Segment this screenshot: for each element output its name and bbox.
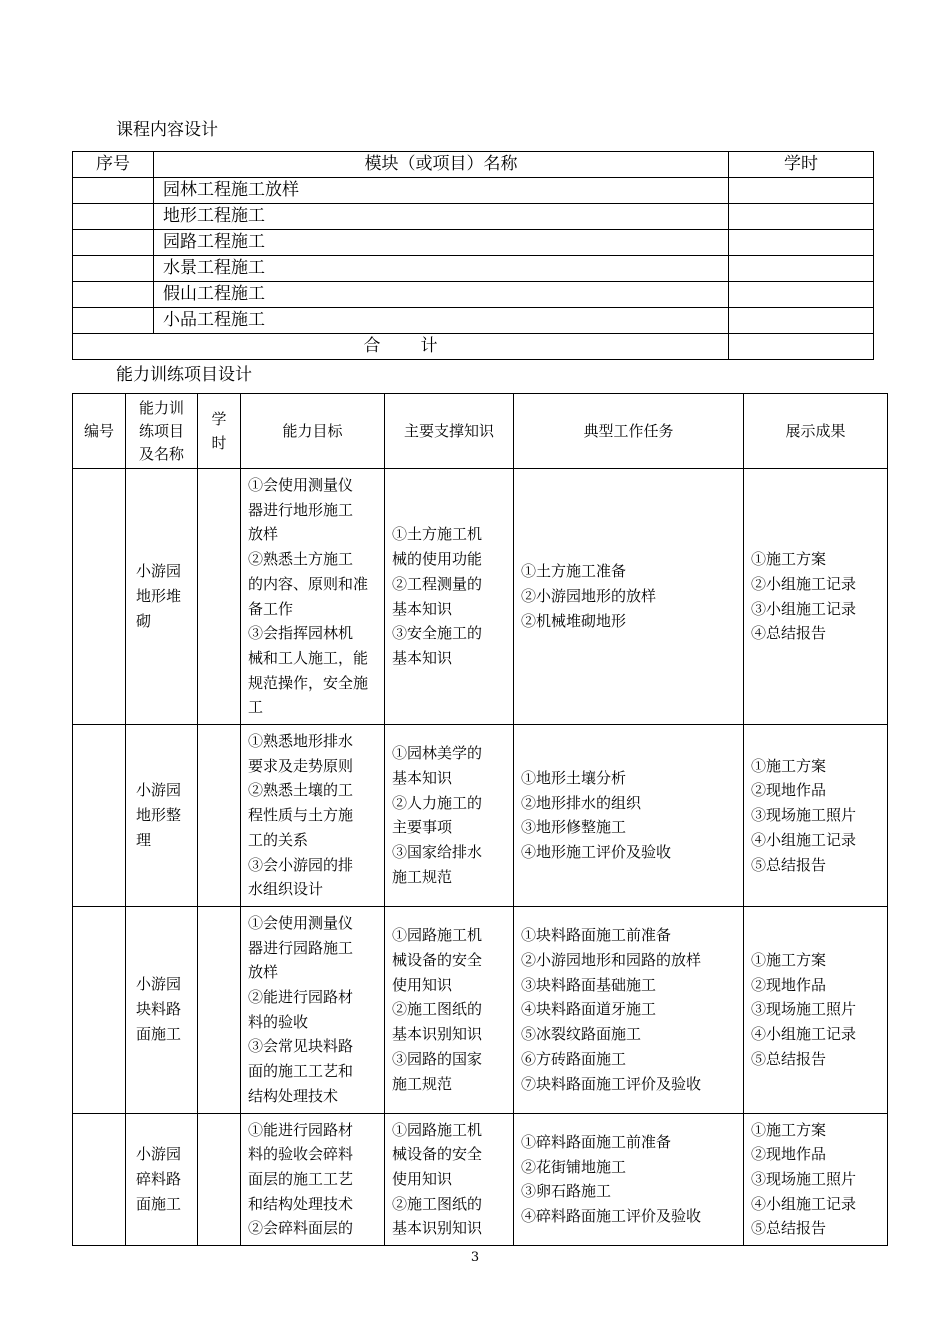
result-item: ①施工方案	[751, 550, 827, 569]
total-label	[73, 334, 729, 360]
row-knowledge	[385, 469, 514, 725]
row-tasks	[514, 906, 744, 1113]
goal-line: 要求及走势原则	[248, 756, 354, 775]
name-line: 小游园	[136, 562, 182, 581]
knowledge-line: 械设备的安全	[392, 951, 483, 969]
row-hours	[729, 204, 874, 230]
row-hours	[198, 1113, 241, 1246]
table-row	[73, 282, 874, 308]
knowledge-line: ③国家给排水	[392, 843, 483, 862]
name-line: 小游园	[136, 780, 182, 799]
name-line: 地形整	[136, 805, 182, 824]
goal-line: ③会小游园的排	[248, 855, 354, 874]
result-item: ②现地作品	[751, 1145, 827, 1164]
training-project-table	[72, 393, 888, 1246]
header-num: 序号	[73, 152, 154, 178]
knowledge-line: ①园林美学的	[392, 744, 483, 763]
header-name-line: 及名称	[138, 444, 184, 463]
result-item: ④小组施工记录	[751, 1025, 857, 1044]
row-hours	[729, 256, 874, 282]
row-hours	[198, 469, 241, 725]
result-item: ④小组施工记录	[751, 830, 857, 849]
knowledge-line: 主要事项	[392, 818, 453, 837]
row-project-name	[126, 1113, 198, 1246]
knowledge-line: 基本知识	[392, 599, 453, 618]
task-item: ⑦块料路面施工评价及验收	[521, 1074, 702, 1093]
task-item: ①土方施工准备	[521, 562, 627, 581]
knowledge-line: ③园路的国家	[392, 1049, 483, 1068]
header-goal: 能力目标	[241, 394, 385, 469]
row-knowledge	[385, 1113, 514, 1246]
name-line: 地形堆	[136, 587, 182, 606]
section1-title: 课程内容设计	[116, 120, 218, 140]
header-num: 编号	[73, 394, 126, 469]
row-tasks	[514, 725, 744, 907]
goal-line: 器进行地形施工	[248, 500, 354, 519]
goal-line: ①能进行园路材	[248, 1120, 354, 1139]
row-hours	[198, 725, 241, 907]
result-item: ③现场施工照片	[751, 806, 857, 825]
row-project-name	[126, 906, 198, 1113]
goal-line: 备工作	[248, 599, 294, 618]
row-name: 小品工程施工	[154, 308, 729, 334]
table-row	[73, 1113, 888, 1246]
result-item: ①施工方案	[751, 951, 827, 969]
header-knowledge: 主要支撑知识	[385, 394, 514, 469]
result-item: ④总结报告	[751, 624, 827, 643]
row-project-name	[126, 725, 198, 907]
row-name: 水景工程施工	[154, 256, 729, 282]
row-tasks	[514, 469, 744, 725]
total-label-b: 计	[420, 336, 438, 356]
total-label-a: 合	[363, 336, 381, 356]
knowledge-line: 基本知识	[392, 769, 453, 788]
row-name: 地形工程施工	[154, 204, 729, 230]
row-knowledge	[385, 725, 514, 907]
header-name-line: 练项目	[138, 421, 184, 440]
result-item: ⑤总结报告	[751, 855, 827, 874]
row-hours	[729, 178, 874, 204]
task-item: ⑤冰裂纹路面施工	[521, 1025, 642, 1044]
table-row	[73, 256, 874, 282]
result-item: ①施工方案	[751, 1120, 827, 1139]
task-item: ②地形排水的组织	[521, 793, 642, 812]
goal-line: 工的关系	[248, 830, 309, 849]
row-tasks	[514, 1113, 744, 1246]
goal-line: ①会使用测量仪	[248, 913, 354, 932]
goal-line: ①熟悉地形排水	[248, 732, 354, 751]
name-line: 面施工	[136, 1025, 182, 1044]
header-hours: 学时	[729, 152, 874, 178]
result-item: ⑤总结报告	[751, 1049, 827, 1068]
row-hours	[729, 282, 874, 308]
result-item: ③现场施工照片	[751, 1169, 857, 1188]
goal-line: ②熟悉土方施工	[248, 550, 354, 569]
row-results	[744, 1113, 888, 1246]
header-name-line: 能力训	[138, 398, 184, 417]
header-tasks: 典型工作任务	[514, 394, 744, 469]
task-item: ④块料路面道牙施工	[521, 1000, 657, 1019]
row-results	[744, 906, 888, 1113]
header-project-name	[126, 394, 198, 469]
goal-line: 料的验收	[248, 1012, 309, 1031]
result-item: ①施工方案	[751, 756, 827, 775]
goal-line: ③会常见块料路	[248, 1037, 354, 1056]
row-name: 假山工程施工	[154, 282, 729, 308]
task-item: ②小游园地形和园路的放样	[521, 951, 702, 969]
task-item: ④碎料路面施工评价及验收	[521, 1207, 702, 1226]
row-results	[744, 469, 888, 725]
table-row	[73, 308, 874, 334]
row-num	[73, 725, 126, 907]
header-results: 展示成果	[744, 394, 888, 469]
knowledge-line: 使用知识	[392, 1169, 453, 1188]
page-number: 3	[470, 1250, 480, 1265]
goal-line: 规范操作，安全施	[248, 673, 369, 692]
row-num	[73, 230, 154, 256]
knowledge-line: ①园路施工机	[392, 926, 483, 945]
goal-line: 结构处理技术	[248, 1086, 339, 1105]
goal-line: 和结构处理技术	[248, 1194, 354, 1213]
task-item: ⑥方砖路面施工	[521, 1049, 627, 1068]
row-num	[73, 204, 154, 230]
goal-line: ③会指挥园林机	[248, 624, 354, 643]
goal-line: ②会碎料面层的	[248, 1219, 354, 1238]
goal-line: 的内容、原则和准	[248, 574, 369, 593]
row-name: 园林工程施工放样	[154, 178, 729, 204]
row-num	[73, 469, 126, 725]
row-goal	[241, 725, 385, 907]
goal-line: ①会使用测量仪	[248, 476, 354, 494]
row-project-name	[126, 469, 198, 725]
row-goal	[241, 1113, 385, 1246]
knowledge-line: 械的使用功能	[392, 550, 483, 569]
header-module-name: 模块（或项目）名称	[154, 152, 729, 178]
task-item: ③块料路面基础施工	[521, 975, 657, 994]
goal-line: 械和工人施工，能	[248, 648, 369, 667]
result-item: ③现场施工照片	[751, 1000, 857, 1019]
goal-line: 放样	[248, 525, 279, 544]
section2-title: 能力训练项目设计	[116, 365, 252, 385]
goal-line: 程性质与土方施	[248, 806, 354, 825]
name-line: 块料路	[136, 1000, 182, 1019]
goal-line: 器进行园路施工	[248, 938, 354, 957]
knowledge-line: 施工规范	[392, 867, 453, 886]
result-item: ②现地作品	[751, 781, 827, 800]
result-item: ⑤总结报告	[751, 1219, 827, 1238]
table-header-row	[73, 394, 888, 469]
result-item: ③小组施工记录	[751, 599, 857, 618]
header-hours-line: 学	[211, 410, 227, 428]
goal-line: 放样	[248, 963, 279, 982]
task-item: ①地形土壤分析	[521, 769, 627, 788]
task-item: ①块料路面施工前准备	[521, 926, 672, 945]
row-goal	[241, 906, 385, 1113]
row-num	[73, 282, 154, 308]
knowledge-line: ②人力施工的	[392, 793, 483, 812]
task-item: ②花街铺地施工	[521, 1157, 627, 1176]
task-item: ①碎料路面施工前准备	[521, 1132, 672, 1151]
task-item: ②机械堆砌地形	[521, 611, 627, 630]
course-content-table	[72, 151, 874, 360]
knowledge-line: ②施工图纸的	[392, 1194, 483, 1213]
knowledge-line: ③安全施工的	[392, 624, 483, 643]
knowledge-line: ①园路施工机	[392, 1120, 483, 1139]
goal-line: 面层的施工工艺	[248, 1169, 354, 1188]
knowledge-line: ②工程测量的	[392, 574, 483, 593]
name-line: 砌	[136, 612, 152, 631]
table-row	[73, 906, 888, 1113]
table-row	[73, 725, 888, 907]
row-hours	[729, 308, 874, 334]
total-row	[73, 334, 874, 360]
name-line: 小游园	[136, 975, 182, 994]
row-num	[73, 256, 154, 282]
goal-line: ②熟悉土壤的工	[248, 781, 354, 800]
total-value	[729, 334, 874, 360]
row-num	[73, 1113, 126, 1246]
knowledge-line: ②施工图纸的	[392, 1000, 483, 1019]
task-item: ③地形修整施工	[521, 818, 627, 837]
knowledge-line: 基本识别知识	[392, 1219, 483, 1238]
header-hours-line: 时	[211, 434, 227, 452]
result-item: ②现地作品	[751, 975, 827, 994]
knowledge-line: 施工规范	[392, 1074, 453, 1093]
name-line: 小游园	[136, 1144, 182, 1163]
name-line: 碎料路	[136, 1169, 182, 1188]
result-item: ④小组施工记录	[751, 1194, 857, 1213]
row-goal	[241, 469, 385, 725]
name-line: 理	[136, 830, 152, 849]
table-row	[73, 204, 874, 230]
row-name: 园路工程施工	[154, 230, 729, 256]
goal-line: 料的验收会碎料	[248, 1145, 354, 1164]
knowledge-line: 械设备的安全	[392, 1145, 483, 1164]
header-hours	[198, 394, 241, 469]
goal-line: 面的施工工艺和	[248, 1062, 354, 1081]
goal-line: 工	[248, 698, 264, 717]
row-num	[73, 906, 126, 1113]
table-row	[73, 178, 874, 204]
knowledge-line: ①土方施工机	[392, 525, 483, 544]
row-num	[73, 178, 154, 204]
name-line: 面施工	[136, 1194, 182, 1213]
goal-line: 水组织设计	[248, 880, 324, 899]
knowledge-line: 基本知识	[392, 648, 453, 667]
knowledge-line: 基本识别知识	[392, 1025, 483, 1044]
task-item: ④地形施工评价及验收	[521, 843, 672, 862]
goal-line: ②能进行园路材	[248, 988, 354, 1007]
task-item: ②小游园地形的放样	[521, 587, 657, 606]
table-row	[73, 230, 874, 256]
task-item: ③卵石路施工	[521, 1182, 612, 1201]
row-knowledge	[385, 906, 514, 1113]
row-results	[744, 725, 888, 907]
result-item: ②小组施工记录	[751, 574, 857, 593]
row-num	[73, 308, 154, 334]
table-header-row	[73, 152, 874, 178]
table-row	[73, 469, 888, 725]
row-hours	[729, 230, 874, 256]
knowledge-line: 使用知识	[392, 975, 453, 994]
row-hours	[198, 906, 241, 1113]
